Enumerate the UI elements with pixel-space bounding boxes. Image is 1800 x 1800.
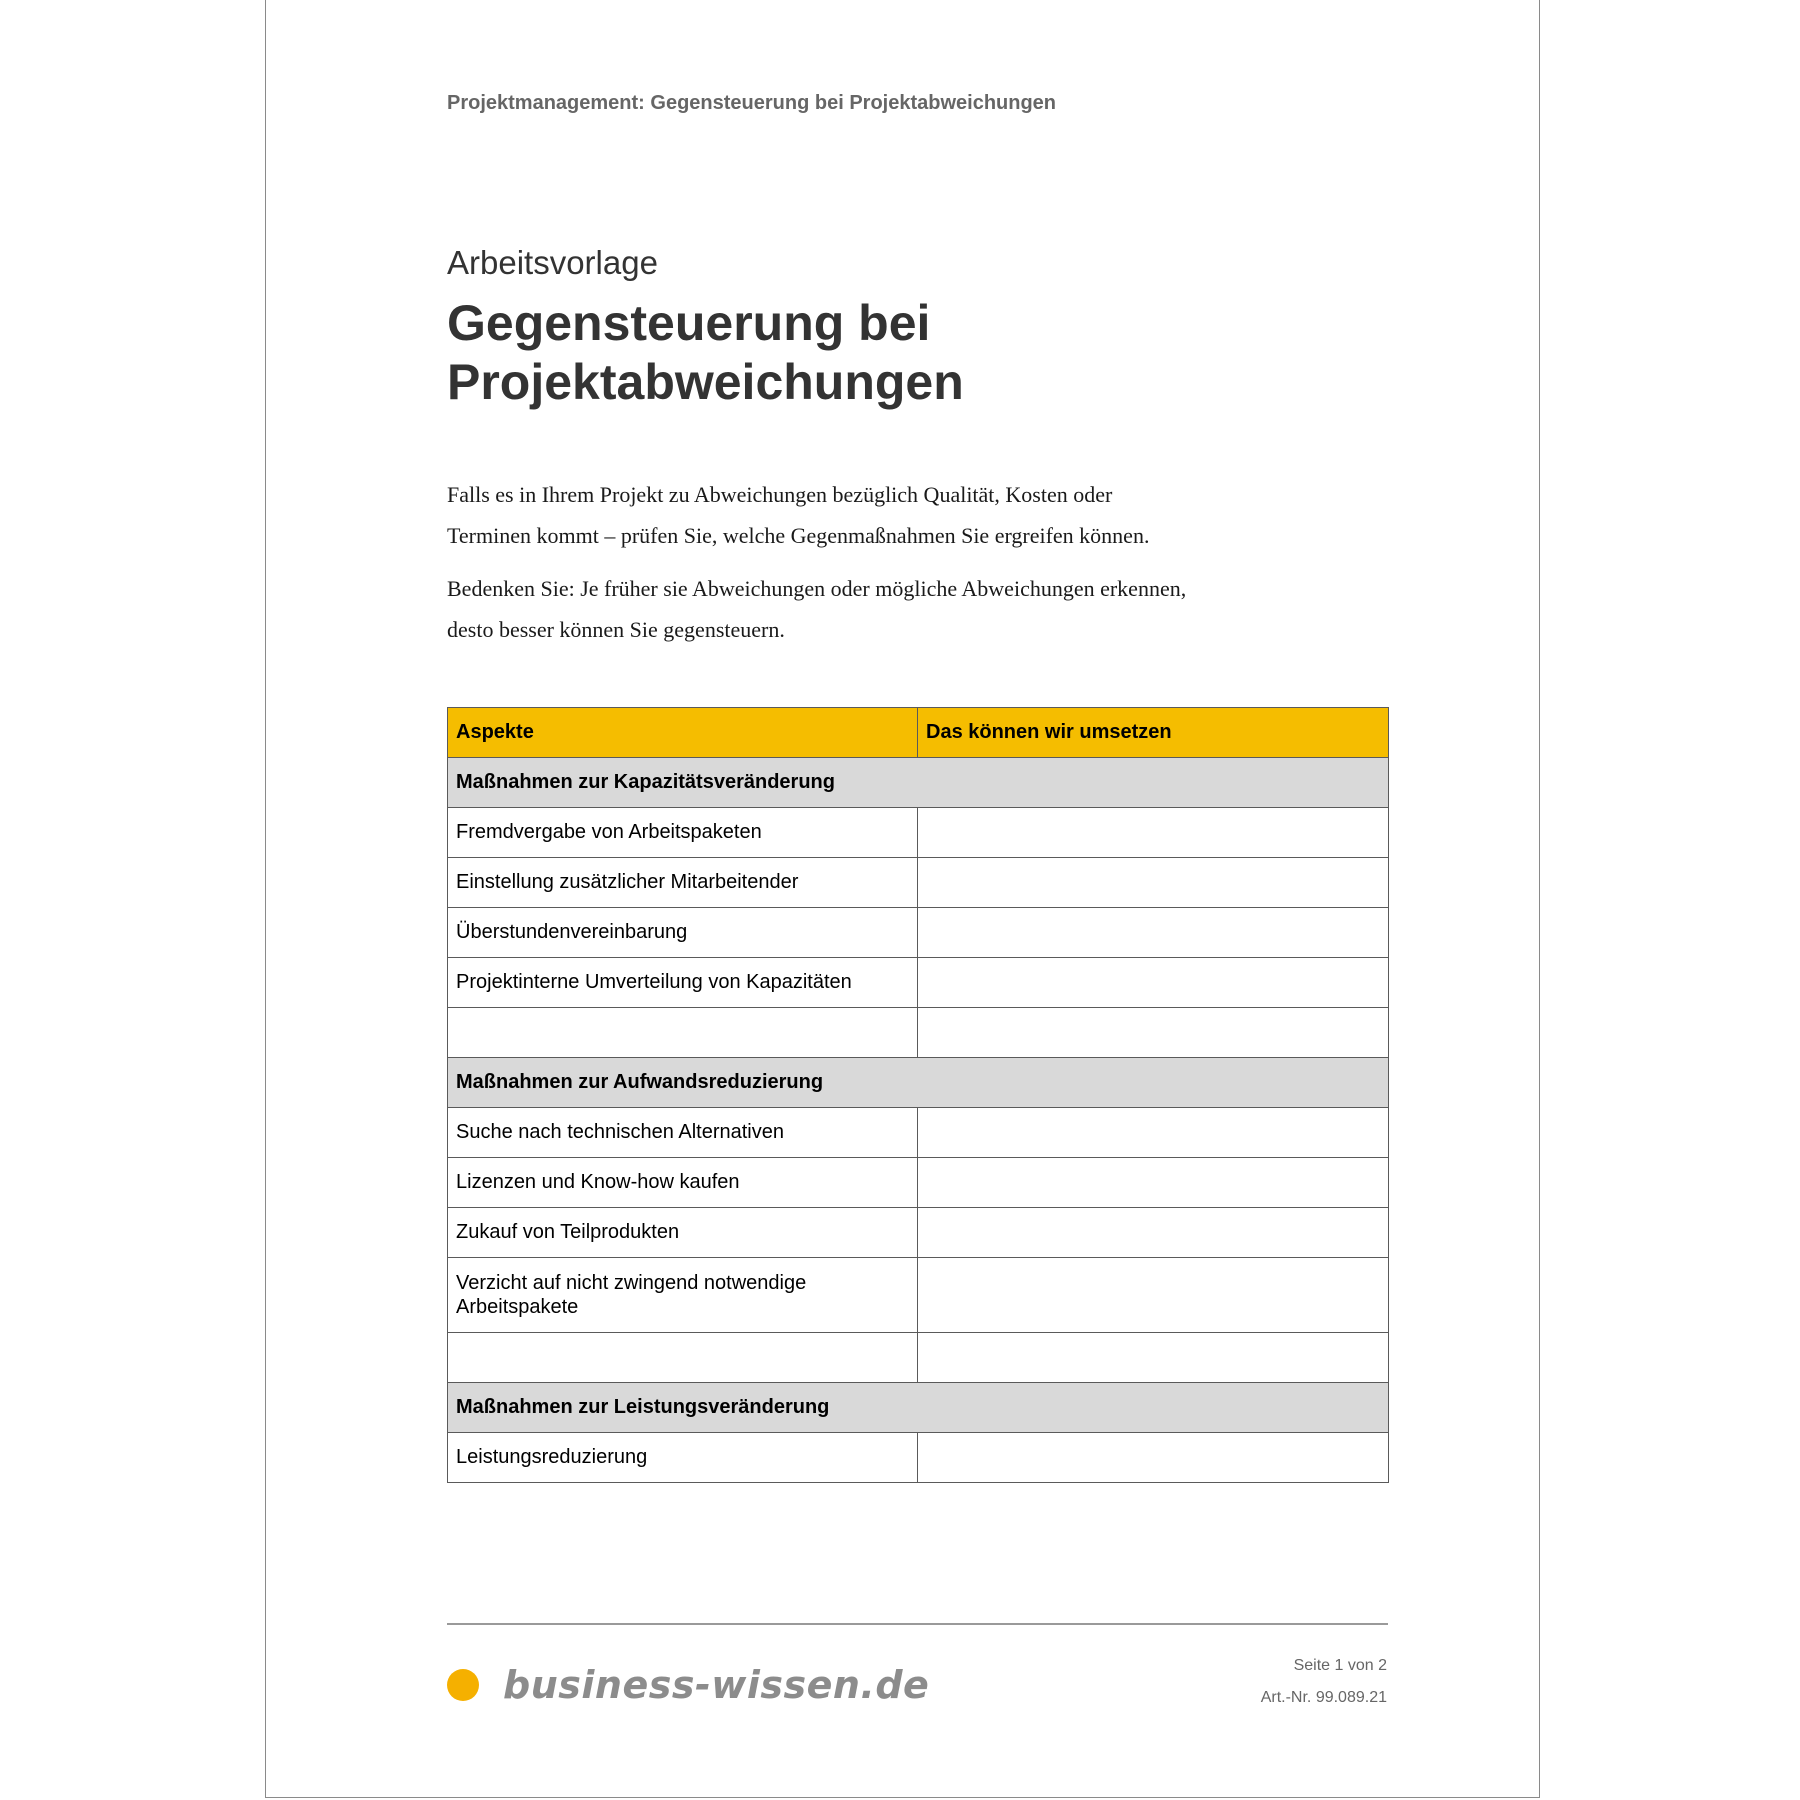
answer-cell[interactable] (918, 858, 1389, 908)
section-title: Maßnahmen zur Kapazitätsveränderung (448, 758, 1389, 808)
section-row-aufwand (448, 1058, 1389, 1108)
answer-cell[interactable] (918, 1208, 1389, 1258)
document-page (265, 0, 1540, 1798)
table-row (448, 1158, 1389, 1208)
brand-logo (447, 1660, 929, 1710)
table-row (448, 1433, 1389, 1483)
aspect-cell: Verzicht auf nicht zwingend notwendige Arbeitspakete (448, 1258, 918, 1333)
intro-paragraph-1: Falls es in Ihrem Projekt zu Abweichungen bezüglich Qualität, Kosten oder Terminen kommt – prüfen Sie, welche Gegenmaßnahmen Sie ergreifen können. (447, 482, 1150, 548)
footer-divider (447, 1623, 1388, 1625)
section-row-leistung (448, 1383, 1389, 1433)
intro-paragraph-2: Bedenken Sie: Je früher sie Abweichungen oder mögliche Abweichungen erkennen, desto besser können Sie gegensteuern. (447, 576, 1187, 642)
table-row-empty (448, 1333, 1389, 1383)
header-aspekte: Aspekte (448, 708, 918, 758)
logo-dot-icon (447, 1669, 479, 1701)
section-title: Maßnahmen zur Leistungsveränderung (448, 1383, 1389, 1433)
answer-cell[interactable] (918, 1258, 1389, 1333)
answer-cell[interactable] (918, 808, 1389, 858)
answer-cell[interactable] (918, 1008, 1389, 1058)
header-umsetzung: Das können wir umsetzen (918, 708, 1389, 758)
answer-cell[interactable] (918, 958, 1389, 1008)
measures-table (447, 707, 1389, 1483)
logo-text: business-wissen.de (503, 1663, 930, 1707)
table-row (448, 958, 1389, 1008)
aspect-cell: Leistungsreduzierung (448, 1433, 918, 1483)
aspect-cell: Lizenzen und Know-how kaufen (448, 1158, 918, 1208)
table-row (448, 1208, 1389, 1258)
table-row (448, 1108, 1389, 1158)
intro-text (447, 474, 1187, 662)
aspect-cell: Projektinterne Umverteilung von Kapazitäten (448, 958, 918, 1008)
section-title: Maßnahmen zur Aufwandsreduzierung (448, 1058, 1389, 1108)
aspect-cell: Fremdvergabe von Arbeitspaketen (448, 808, 918, 858)
section-row-kapazitaet (448, 758, 1389, 808)
answer-cell[interactable] (918, 1158, 1389, 1208)
table-row (448, 858, 1389, 908)
aspect-cell: Suche nach technischen Alternativen (448, 1108, 918, 1158)
aspect-cell: Zukauf von Teilprodukten (448, 1208, 918, 1258)
table-row-empty (448, 1008, 1389, 1058)
running-header: Projektmanagement: Gegensteuerung bei Projektabweichungen (447, 92, 1057, 114)
page-meta (1261, 1650, 1387, 1714)
table-row (448, 1258, 1389, 1333)
page-number: Seite 1 von 2 (1293, 1657, 1387, 1674)
table-header-row (448, 708, 1389, 758)
aspect-cell: Überstundenvereinbarung (448, 908, 918, 958)
article-number: Art.-Nr. 99.089.21 (1260, 1689, 1387, 1706)
answer-cell[interactable] (918, 1433, 1389, 1483)
table-row (448, 808, 1389, 858)
aspect-cell-empty[interactable] (448, 1333, 918, 1383)
document-kicker: Arbeitsvorlage (447, 244, 658, 281)
table-row (448, 908, 1389, 958)
answer-cell[interactable] (918, 1333, 1389, 1383)
answer-cell[interactable] (918, 908, 1389, 958)
aspect-cell-empty[interactable] (448, 1008, 918, 1058)
answer-cell[interactable] (918, 1108, 1389, 1158)
document-title: Gegensteuerung bei Projektabweichungen (447, 295, 964, 410)
aspect-cell: Einstellung zusätzlicher Mitarbeitender (448, 858, 918, 908)
